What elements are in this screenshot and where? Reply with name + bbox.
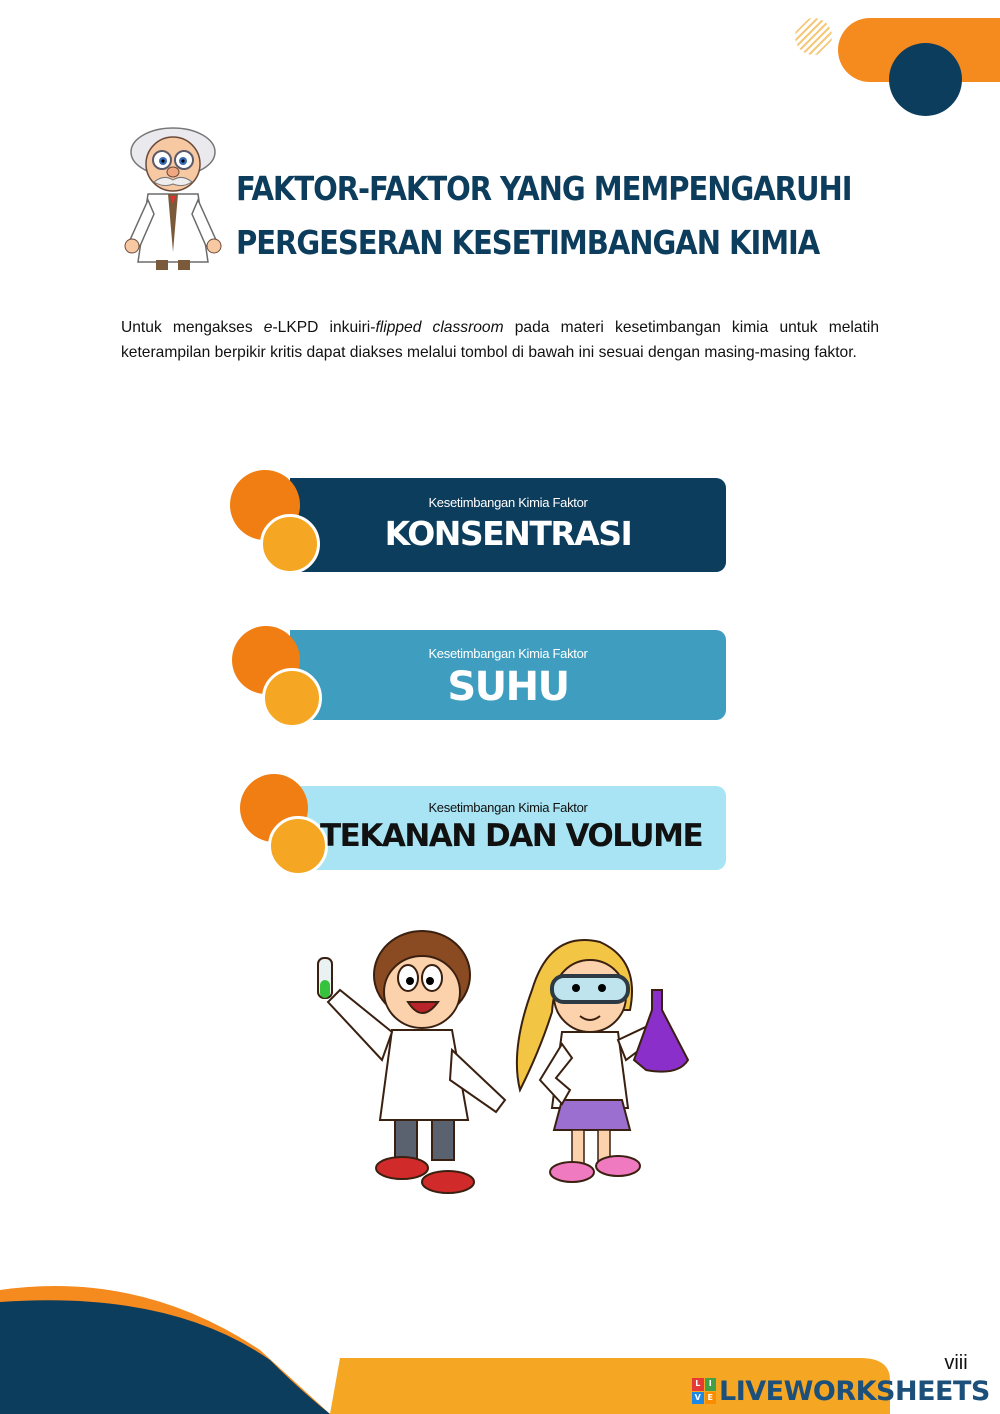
button-subtitle: Kesetimbangan Kimia Faktor bbox=[428, 646, 588, 661]
suhu-button[interactable] bbox=[230, 624, 730, 734]
page-title-line-2: PERGESERAN KESETIMBANGAN KIMIA bbox=[236, 223, 820, 262]
button-label: KONSENTRASI bbox=[384, 514, 632, 553]
liveworksheets-badge-icon bbox=[692, 1378, 716, 1404]
button-label: SUHU bbox=[447, 664, 569, 710]
button-subtitle: Kesetimbangan Kimia Faktor bbox=[428, 495, 588, 510]
scientist-illustration bbox=[118, 122, 228, 272]
badge-letter-i: I bbox=[705, 1378, 717, 1391]
konsentrasi-button[interactable] bbox=[230, 470, 730, 580]
intro-text-2: -LKPD inkuiri- bbox=[272, 319, 376, 336]
badge-letter-v: V bbox=[692, 1392, 704, 1405]
tekanan-dan-volume-button[interactable] bbox=[238, 772, 730, 882]
intro-italic-1: e bbox=[263, 319, 273, 336]
decorative-hatched-circle bbox=[795, 18, 832, 55]
page-title-line-1: FAKTOR-FAKTOR YANG MEMPENGARUHI bbox=[236, 169, 852, 208]
intro-text-1: Untuk mengakses bbox=[121, 319, 264, 336]
button-subtitle: Kesetimbangan Kimia Faktor bbox=[428, 800, 588, 815]
girl-scientist-illustration bbox=[517, 940, 688, 1182]
intro-text-3: pada materi kesetimbangan kimia untuk melatih keterampilan berpikir kritis dapat diakses melalui tombol di bawah ini sesuai dengan masing-masing faktor. bbox=[121, 319, 880, 361]
boy-scientist-illustration bbox=[318, 931, 505, 1193]
liveworksheets-text-1: LIVEWORK bbox=[719, 1375, 877, 1407]
liveworksheets-logo[interactable] bbox=[692, 1374, 990, 1408]
liveworksheets-text-2: SHEETS bbox=[876, 1375, 990, 1407]
badge-letter-e: E bbox=[705, 1392, 717, 1405]
badge-letter-l: L bbox=[692, 1378, 704, 1391]
kids-scientists-illustration bbox=[300, 920, 700, 1205]
intro-paragraph bbox=[121, 315, 879, 365]
button-label: TEKANAN DAN VOLUME bbox=[320, 818, 703, 854]
page-title bbox=[236, 162, 870, 270]
page-number: viii bbox=[944, 1352, 968, 1374]
intro-italic-2: flipped classroom bbox=[375, 319, 504, 336]
yellow-circle-icon bbox=[268, 816, 328, 876]
decorative-navy-circle bbox=[889, 43, 962, 116]
liveworksheets-text bbox=[719, 1376, 990, 1407]
